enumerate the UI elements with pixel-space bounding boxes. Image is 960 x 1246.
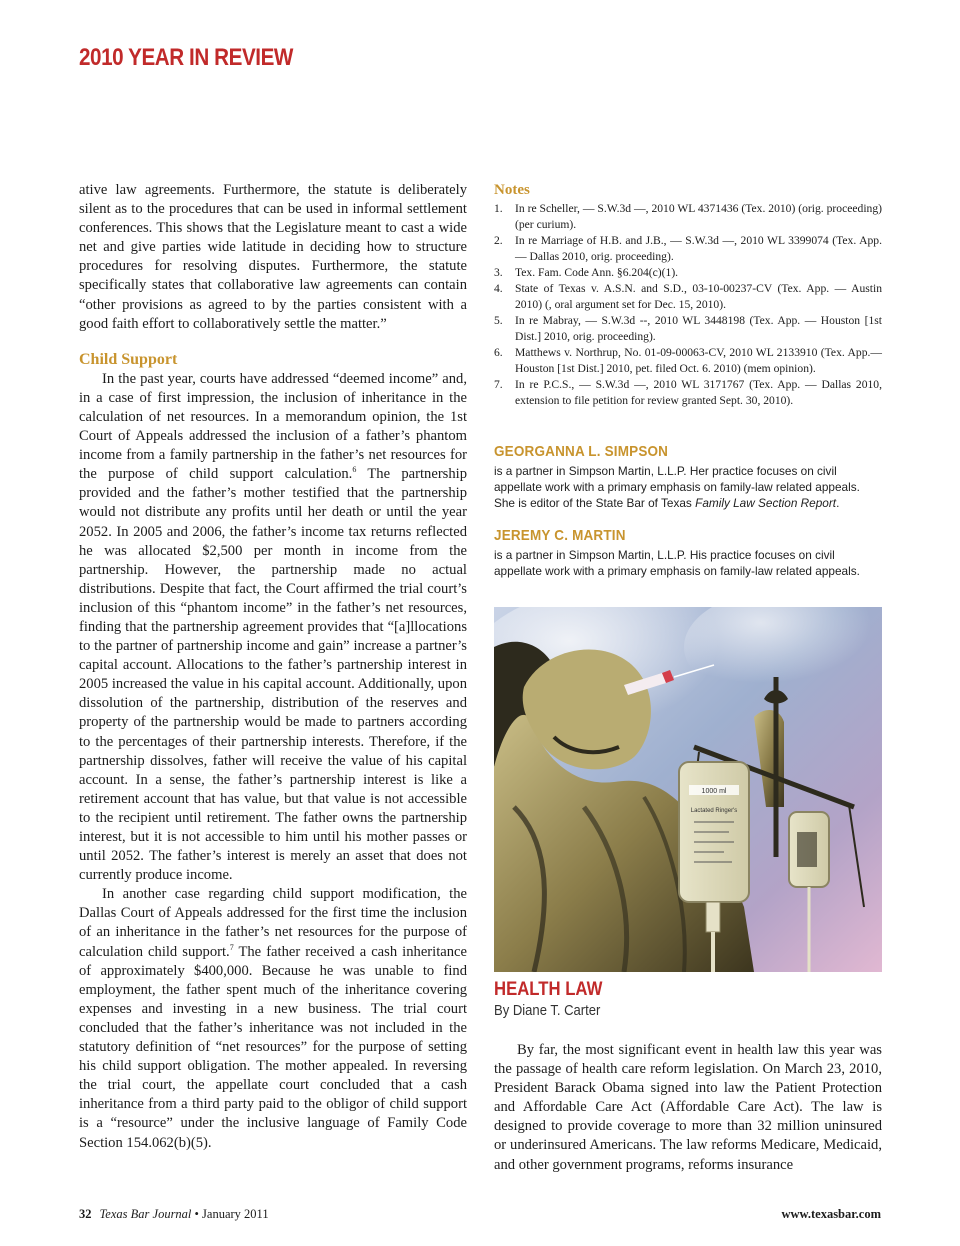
- section-heading-child-support: Child Support: [79, 350, 178, 368]
- author-bio-text: [494, 463, 882, 511]
- bio-italic-text: Family Law Section Report: [695, 496, 837, 510]
- iv-bag-label: 1000 ml: [701, 788, 727, 795]
- note-text: State of Texas v. A.S.N. and S.D., 03-10-00237-CV (Tex. App. — Austin 2010) (, oral argument set for Dec. 15, 2010).: [515, 282, 882, 311]
- note-number: 1.: [494, 202, 503, 215]
- note-item: [494, 265, 882, 281]
- page-number: 32: [79, 1207, 92, 1221]
- note-number: 6.: [494, 346, 503, 359]
- note-item: [494, 233, 882, 265]
- note-item: [494, 345, 882, 377]
- note-text: Matthews v. Northrup, No. 01-09-00063-CV, 2010 WL 2133910 (Tex. App.—Houston [1st Dist.] 2010, pet. filed Oct. 6. 2010) (mem opinion).: [515, 346, 882, 375]
- child-support-paragraph-1: [79, 370, 467, 886]
- notes-list: [494, 201, 882, 409]
- footnote-ref: 6: [352, 465, 357, 475]
- bio-end: .: [836, 496, 840, 510]
- note-number: 2.: [494, 234, 503, 247]
- note-item: [494, 313, 882, 345]
- paragraph-text: In another case regarding child support modification, the Dallas Court of Appeals addressed for the first time the inclusion of an inheritance in the father’s net resources for the purpose of calculation child support.: [79, 886, 467, 960]
- child-support-paragraph-2: [79, 885, 467, 1152]
- paragraph-text: The partnership provided and the father’s mother testified that the partnership would not distribute any profits until her death or until the year 2052. In 2005 and 2006, the father’s income tax returns reflected he was allocated $2,500 per month in income from the partnership. However, the partnership made no actual distributions. Despite that fact, the Court affirmed the trial court’s inclusion of this “phantom income” in the father’s net resources, finding that the partnership agreement provides that “[a]llocations to the partner of partnership income and gain” increase a partner’s capital account. Allocations to the father’s partnership interest in 2005 increased the value in his capital account. Additionally, upon dissolution of the partnership, distribution of the reserves and property of the partnership would be made to partners according to the percentages of their partnership interests. Therefore, if the partnership dissolves, father will receive the value of his capital account. In a sense, the father’s partnership interest is like a retirement account that has value, but that value is not accessible to the recipient until retirement. The father owns the partnership interest, but it is not accessible to him until his mother passes or until 2052. The father’s interest is merely an asset that does not currently produce income.: [79, 466, 468, 884]
- section-heading-health-law: HEALTH LAW: [494, 979, 603, 1000]
- paragraph-text: The father received a cash inheritance of approximately $400,000. Because he was unable to find employment, the father spent much of the inheritance covering expenses and investing in a new business. The trial court concluded that the father’s inheritance was not included in the statutory definition of “net resources” for the purpose of setting his child support obligation. The mother appealed. In reversing the trial court, the appellate court concluded that a cash inheritance from a third party paid to the obligor of child support is a “resource” under the inclusive language of Family Code Section 154.062(b)(5).: [79, 943, 467, 1151]
- note-number: 4.: [494, 282, 503, 295]
- health-law-paragraph: By far, the most significant event in health law this year was the passage of health care reform legislation. On March 23, 2010, President Barack Obama signed into law the Patient Protection and Affordable Care Act (Affordable Care Act). The law is designed to provide coverage to more than 32 million uninsured or underinsured Americans. The law reforms Medicare, Medicaid, and other government programs, reforms insurance: [494, 1042, 882, 1173]
- author-name: GEORGANNA L. SIMPSON: [494, 443, 669, 460]
- note-text: Tex. Fam. Code Ann. §6.204(c)(1).: [515, 266, 679, 279]
- journal-name: Texas Bar Journal: [99, 1207, 192, 1221]
- author-name: JEREMY C. MARTIN: [494, 527, 626, 544]
- notes-title: Notes: [494, 182, 530, 198]
- note-text: In re Scheller, — S.W.3d —, 2010 WL 4371436 (Tex. 2010) (orig. proceeding) (per curium).: [515, 202, 882, 231]
- footnote-ref: 7: [229, 942, 234, 952]
- note-number: 7.: [494, 378, 503, 391]
- health-law-body: [494, 1041, 882, 1175]
- paragraph-text: In the past year, courts have addressed “deemed income” and, in a case of first impression, the inclusion of inheritance in the calculation of net resources. In a memorandum opinion, the 1st Court of Appeals addressed the inclusion of a father’s phantom income from a family partnership in the father’s net resources for the purpose of child support calculation.: [79, 370, 467, 483]
- issue-date: January 2011: [202, 1207, 269, 1221]
- footer-left: [79, 1207, 269, 1222]
- note-text: In re Marriage of H.B. and J.B., — S.W.3d —, 2010 WL 3399074 (Tex. App. — Dallas 2010, orig. proceeding).: [515, 234, 882, 263]
- author-bio-text: [494, 547, 882, 579]
- page-header-title: 2010 YEAR IN REVIEW: [79, 44, 293, 71]
- illustration-svg: [494, 607, 882, 972]
- note-item: [494, 201, 882, 233]
- note-item: [494, 377, 882, 409]
- iv-bag-label: Lactated Ringer's: [690, 808, 738, 814]
- note-number: 3.: [494, 266, 503, 279]
- health-law-byline: By Diane T. Carter: [494, 1003, 601, 1019]
- author-bio-simpson: [494, 443, 882, 511]
- left-column: [79, 181, 467, 1153]
- footer-separator: •: [194, 1207, 199, 1221]
- lady-justice-iv-bag-illustration: [494, 607, 882, 972]
- bio-text: is a partner in Simpson Martin, L.L.P. His practice focuses on civil appellate work with a primary emphasis on family-law related appeals.: [494, 548, 860, 578]
- intro-paragraph: ative law agreements. Furthermore, the statute is deliberately silent as to the procedures that can be used in informal settlement conferences. This shows that the Legislature meant to cast a wide net and give parties wide latitude in deciding how to structure procedures for resolving disputes. Furthermore, the statute specifically states that collaborative law agreements can contain “other provisions as agreed to by the parties consistent with a good faith effort to collaboratively settle the matter.”: [79, 182, 467, 332]
- right-column: [494, 181, 882, 579]
- note-number: 5.: [494, 314, 503, 327]
- bio-text: is a partner in Simpson Martin, L.L.P. Her practice focuses on civil appellate work with a primary emphasis on family-law related appeals. She is editor of the State Bar of Texas: [494, 464, 860, 510]
- author-bio-martin: [494, 527, 882, 579]
- note-text: In re Mabray, — S.W.3d --, 2010 WL 3448198 (Tex. App. — Houston [1st Dist.] 2010, orig. proceeding).: [515, 314, 882, 343]
- footer-website: www.texasbar.com: [781, 1207, 881, 1221]
- note-item: [494, 281, 882, 313]
- note-text: In re P.C.S., — S.W.3d —, 2010 WL 3171767 (Tex. App. — Dallas 2010, extension to file petition for review granted Sept. 30, 2010).: [515, 378, 882, 407]
